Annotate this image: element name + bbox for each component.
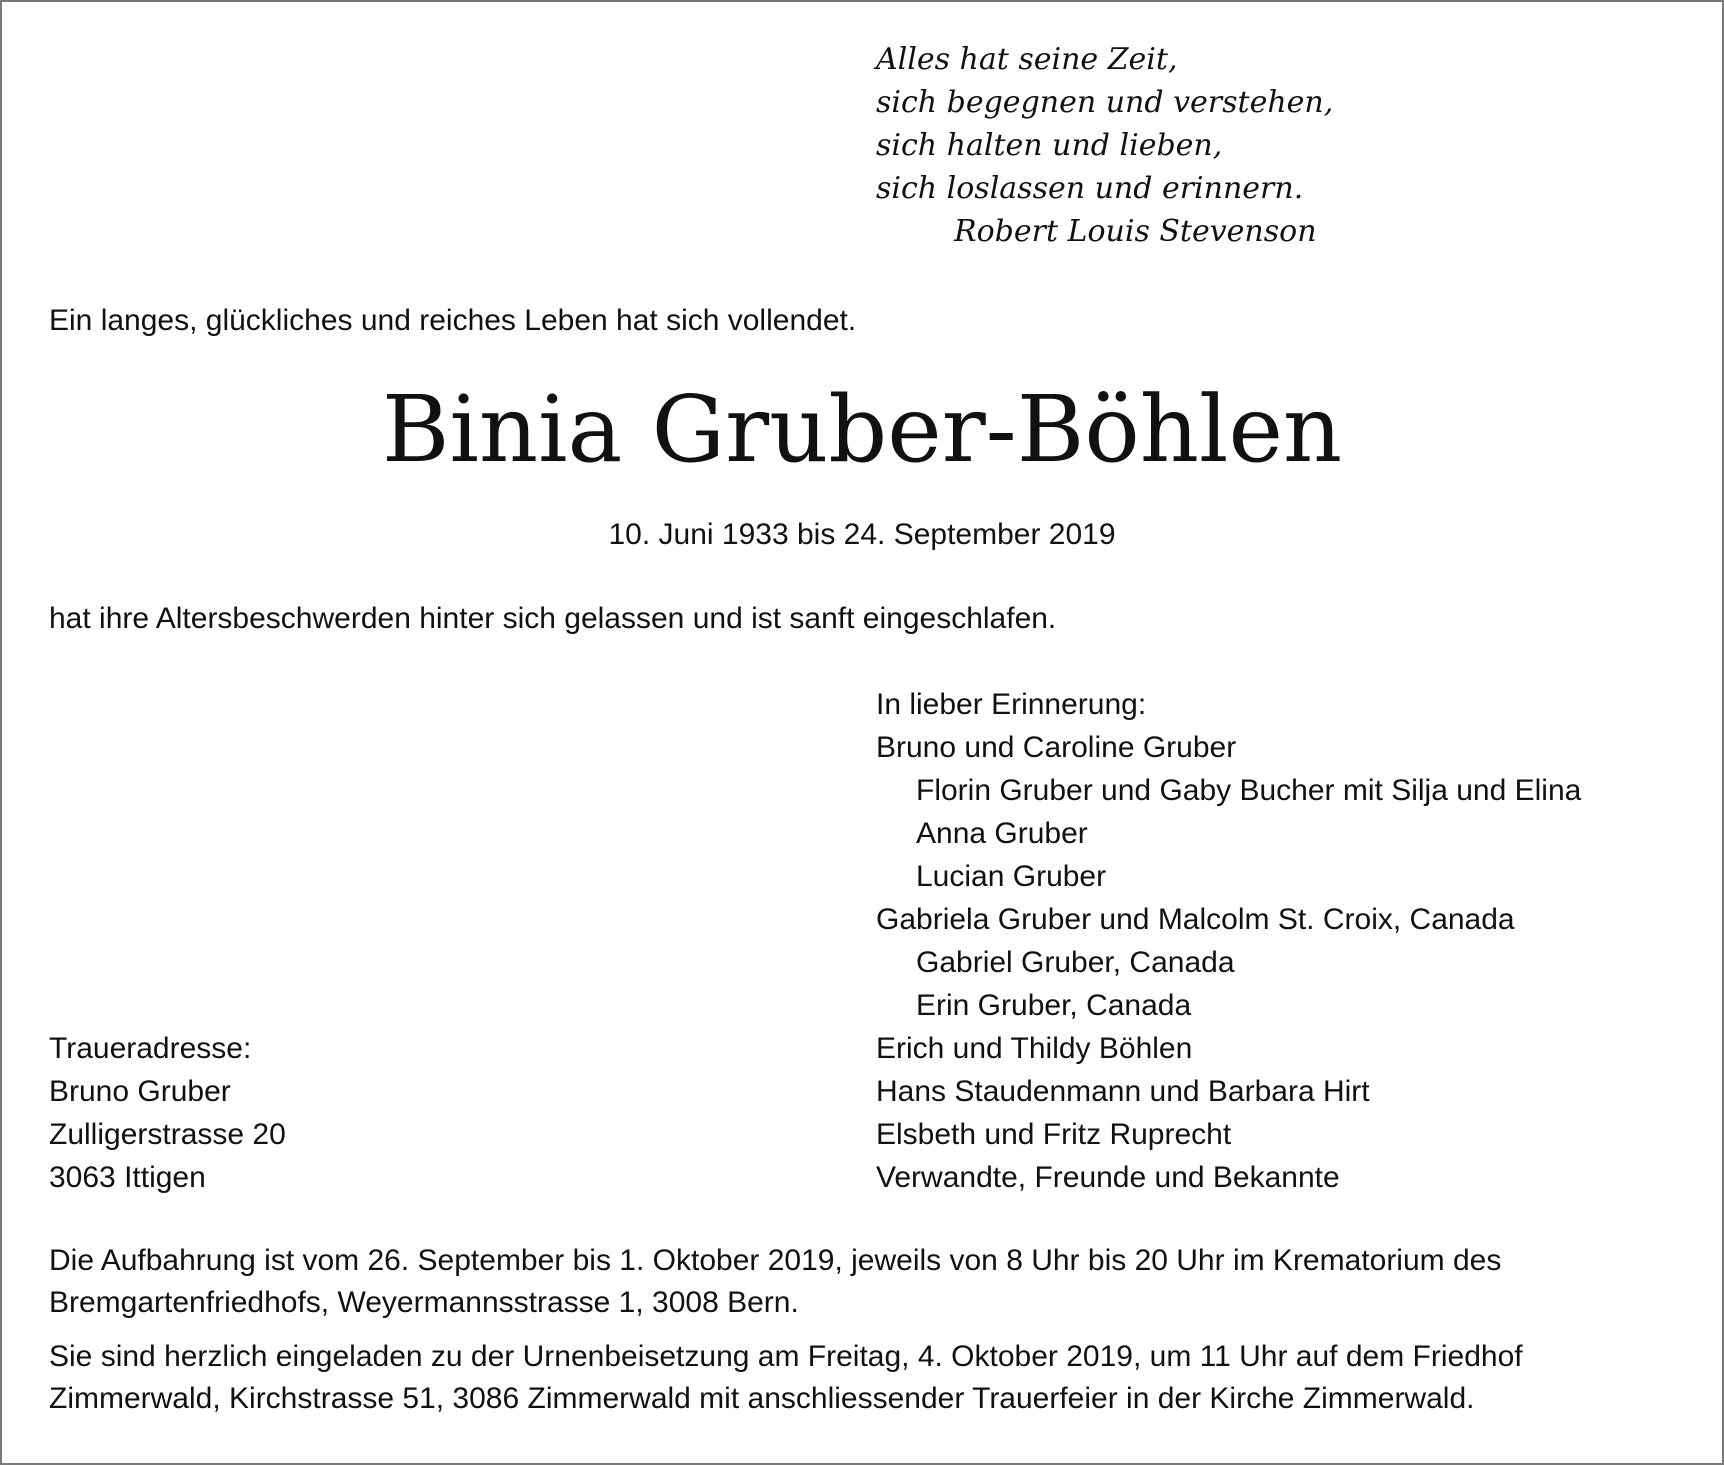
burial-notice: Sie sind herzlich eingeladen zu der Urnenbeisetzung am Freitag, 4. Oktober 2019, um 11 Uhr auf dem Friedhof Zimmerwald, Kirchstrasse 51, 3086 Zimmerwald mit anschliessender Trauerfeier in der Kirche Zimmerwald. — [49, 1340, 1523, 1415]
mourner-row: Bruno und Caroline Gruber — [876, 731, 1237, 764]
poem-line: Alles hat seine Zeit, — [876, 42, 1178, 77]
poem-author: Robert Louis Stevenson — [954, 214, 1317, 249]
life-dates: 10. Juni 1933 bis 24. September 2019 — [608, 518, 1116, 551]
poem — [876, 38, 1333, 253]
mourner-row: Gabriel Gruber, Canada — [916, 946, 1235, 979]
mourner-row: Erin Gruber, Canada — [916, 989, 1192, 1022]
mourning-address — [49, 1027, 286, 1199]
mourners-list — [876, 683, 1581, 1199]
address-name: Bruno Gruber — [49, 1075, 231, 1108]
viewing-notice: Die Aufbahrung ist vom 26. September bis 1. Oktober 2019, jeweils von 8 Uhr bis 20 Uhr im Krematorium des Bremgartenfriedhofs, Weyermannsstrasse 1, 3008 Bern. — [49, 1244, 1502, 1319]
passing-sentence: hat ihre Altersbeschwerden hinter sich gelassen und ist sanft eingeschlafen. — [49, 602, 1057, 635]
address-street: Zulligerstrasse 20 — [49, 1118, 286, 1151]
mourner-row: Florin Gruber und Gaby Bucher mit Silja und Elina — [916, 774, 1582, 807]
deceased-name: Binia Gruber-Böhlen — [381, 376, 1343, 483]
mourner-row: Erich und Thildy Böhlen — [876, 1032, 1193, 1065]
address-city: 3063 Ittigen — [49, 1161, 206, 1194]
notices — [49, 1240, 1689, 1432]
mourners-heading: In lieber Erinnerung: — [876, 688, 1147, 721]
intro-text: Ein langes, glückliches und reiches Leben hat sich vollendet. — [49, 304, 857, 337]
mourner-row: Elsbeth und Fritz Ruprecht — [876, 1118, 1232, 1151]
mourner-row: Lucian Gruber — [916, 860, 1107, 893]
mourner-row: Anna Gruber — [916, 817, 1088, 850]
poem-line: sich loslassen und erinnern. — [876, 171, 1304, 206]
poem-line: sich halten und lieben, — [876, 128, 1223, 163]
mourner-row: Verwandte, Freunde und Bekannte — [876, 1161, 1340, 1194]
mourner-row: Hans Staudenmann und Barbara Hirt — [876, 1075, 1370, 1108]
mourner-row: Gabriela Gruber und Malcolm St. Croix, Canada — [876, 903, 1515, 936]
poem-line: sich begegnen und verstehen, — [876, 85, 1334, 120]
address-heading: Traueradresse: — [49, 1032, 252, 1065]
